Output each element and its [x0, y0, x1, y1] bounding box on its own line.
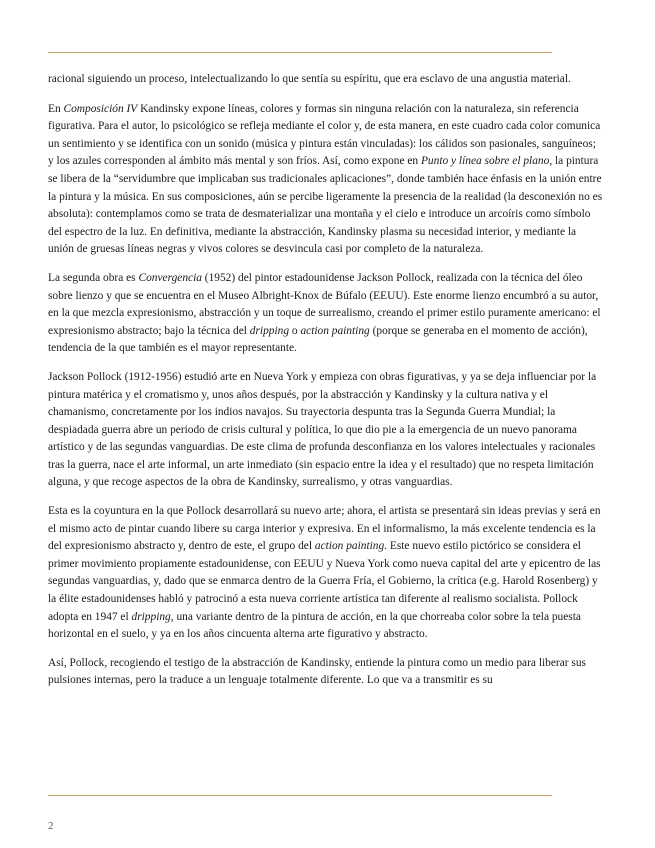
term-action-painting-2: action painting — [314, 540, 385, 553]
paragraph-1: racional siguiendo un proceso, intelectualizando lo que sentía su espíritu, que era esclavo de una angustia material. — [48, 73, 571, 85]
term-dripping: dripping — [249, 324, 290, 337]
paragraph-coyuntura: Esta es la coyuntura en la que Pollock desarrollará su nuevo arte; ahora, el artista se presentará sin ideas previas y será en el mismo acto de pintar cuando libere su carga interior y expresiva. En el informalismo, la más excelente tendencia es la del expresionismo abstracto y, dentro de este, el grupo del action painting. Este nuevo estilo pictórico se considera el primer movimiento propiamente estadounidense, con EEUU y Nueva York como nueva capital del arte y epicentro de las segundas vanguardias, y, dado que se enmarca dentro de la Guerra Fría, el Gobierno, la crítica (e.g. Harold Rosenberg) y la élite estadounidenses habló y patrocinó a esta nueva corriente artística tan diferente al realismo socialista. Pollock adopta en 1947 el dripping, una variante dentro de la pintura de acción, en la que chorreaba color sobre la tela puesta horizontal en el suelo, y ya en los años cincuenta alterna arte figurativo y abstracto. — [48, 505, 601, 641]
term-action-painting: action painting — [300, 324, 370, 337]
title-composicion-iv: Composición IV — [63, 102, 138, 115]
header-rule — [48, 52, 552, 53]
paragraph-pollock-bio: Jackson Pollock (1912-1956) estudió arte en Nueva York y empieza con obras figurativas, y ya se deja influenciar por la pintura matérica y el cromatismo y, unos años después, por la abstracción y Kandinsky y la cultura nativa y el chamanismo, concretamente por los indios navajos. Su trayectoria despunta tras la Segunda Guerra Mundial; la despiadada guerra abre un periodo de crisis cultural y política, lo que dio pie a la emergencia de un nuevo panorama artístico y de las segundas vanguardias. De este clima de profunda desconfianza en los valores intelectuales y racionales tras la guerra, nace el arte informal, un arte inmediato (sin espacio entre la idea y el resultado) que no respeta limitación alguna, y que recoge aspectos de la obra de Kandinsky, surrealismo, y otras vanguardias. — [48, 370, 597, 489]
title-punto-y-linea: Punto y línea sobre el plano — [420, 155, 550, 168]
paragraph-kandinsky: En Composición IV Kandinsky expone líneas, colores y formas sin ninguna relación con la naturaleza, sin referencia figurativa. Para el autor, lo psicológico se refleja mediante el color y, de esta manera, en este cuadro cada color comunica un sentimiento y se identifica con un sonido (música y pintura están vinculadas): los cálidos son pasionales, sanguíneos; y los azules corresponden al ámbito más mental y son fríos. Así, como expone en Punto y línea sobre el plano, la pintura se libera de la “servidumbre que implicaban sus tradicionales aplicaciones”, donde también hace énfasis en la unión entre la pintura y la música. En sus composiciones, aún se percibe ligeramente la presencia de la realidad (la desconexión no es absoluta): contemplamos como se trata de desmaterializar una montaña y el cielo e introduce un arcoíris como símbolo del espectro de la luz. En definitiva, mediante la abstracción, Kandinsky plasma su necesidad interior, y mediante la unión de gruesas líneas negras y vivos colores se desvincula casi por completo de la naturaleza. — [48, 102, 603, 256]
page-number: 2 — [48, 820, 54, 832]
footer-rule — [48, 795, 552, 796]
paragraph-final: Así, Pollock, recogiendo el testigo de la abstracción de Kandinsky, entiende la pintura como un medio para liberar sus pulsiones internas, pero la traduce a un lenguaje totalmente diferente. Lo que va a transmitir es su — [48, 656, 586, 687]
paragraph-convergencia: La segunda obra es Convergencia (1952) del pintor estadounidense Jackson Pollock, realizada con la técnica del óleo sobre lienzo y que se encuentra en el Museo Albright-Knox de Búfalo (EEUU). Este enorme lienzo encumbró a su autor, en la que mezcla expresionismo, abstracción y un toque de surrealismo, creando el primer estilo puramente americano: el expresionismo abstracto; bajo la técnica del dripping o action painting (porque se generaba en el momento de acción), tendencia de la que también es el mayor representante. — [48, 271, 601, 355]
document-body — [48, 71, 604, 701]
title-convergencia: Convergencia — [138, 271, 202, 284]
term-dripping-2: dripping — [131, 610, 171, 623]
